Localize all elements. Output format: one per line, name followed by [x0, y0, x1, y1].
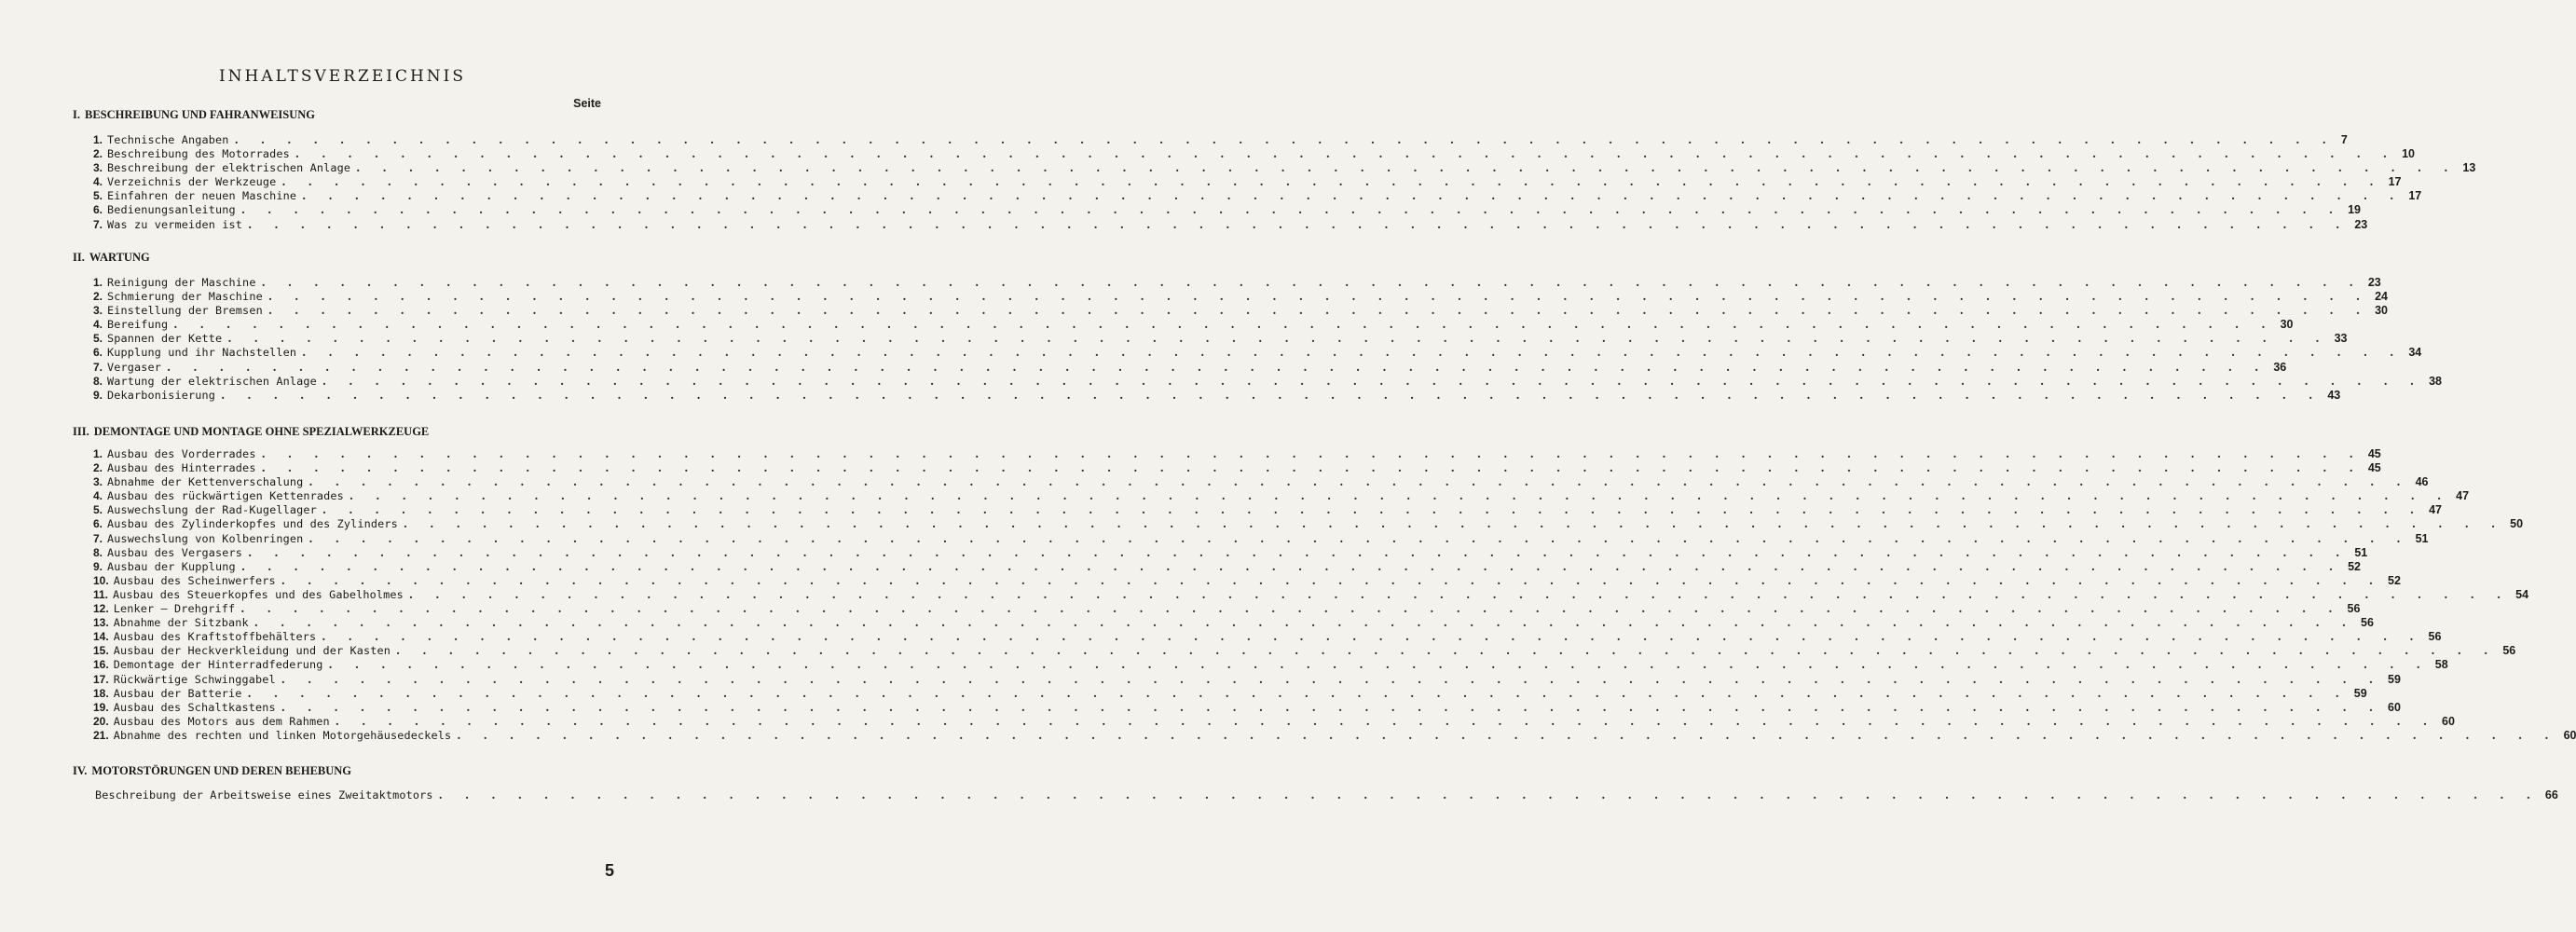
toc-entry [93, 203, 2361, 217]
entry-page-number: 47 [2456, 489, 2470, 503]
dot-leader: . . . . . . . . . . . . . . . . . . . . . . . . . . . . . . . . . . . . . . . . . . . . . . . . . . . . . . . . . . . . . . . . . . . . . . . . . . . . . . . . [335, 714, 2437, 728]
entry-number: 2. [93, 461, 103, 475]
toc-entry [93, 489, 2470, 503]
entry-page-number: 51 [2354, 545, 2368, 559]
toc-entry [93, 573, 2401, 588]
dot-leader: . . . . . . . . . . . . . . . . . . . . . . . . . . . . . . . . . . . . . . . . . . . . . . . . . . . . . . . . . . . . . . . . . . . . . . . . . . . . . . . . [234, 133, 2336, 146]
entry-title: Auswechslung der Rad-Kugellager [107, 503, 317, 517]
toc-entry [93, 447, 2381, 461]
entry-page-number: 60 [2388, 700, 2401, 714]
toc-entry [93, 276, 2381, 290]
entry-number: 2. [93, 290, 103, 304]
entry-page-number: 10 [2402, 147, 2416, 161]
entry-title: Bereifung [107, 318, 169, 332]
dot-leader: . . . . . . . . . . . . . . . . . . . . . . . . . . . . . . . . . . . . . . . . . . . . . . . . . . . . . . . . . . . . . . . . . . . . . . . . . . . . . . . . [308, 531, 2410, 545]
entry-number: 1. [93, 133, 103, 146]
dot-leader: . . . . . . . . . . . . . . . . . . . . . . . . . . . . . . . . . . . . . . . . . . . . . . . . . . . . . . . . . . . . . . . . . . . . . . . . . . . . . . . . [302, 346, 2404, 360]
toc-entry [93, 587, 2529, 602]
dot-leader: . . . . . . . . . . . . . . . . . . . . . . . . . . . . . . . . . . . . . . . . . . . . . . . . . . . . . . . . . . . . . . . . . . . . . . . . . . . . . . . . [281, 700, 2383, 714]
entry-page-number: 30 [2280, 318, 2294, 332]
dot-leader: . . . . . . . . . . . . . . . . . . . . . . . . . . . . . . . . . . . . . . . . . . . . . . . . . . . . . . . . . . . . . . . . . . . . . . . . . . . . . . . . [356, 161, 2458, 175]
dot-leader: . . . . . . . . . . . . . . . . . . . . . . . . . . . . . . . . . . . . . . . . . . . . . . . . . . . . . . . . . . . . . . . . . . . . . . . . . . . . . . . . [248, 545, 2350, 559]
entry-title: Ausbau des Zylinderkopfes und des Zylinders [107, 517, 398, 531]
section-roman: IV. [73, 764, 88, 777]
entry-page-number: 59 [2388, 672, 2401, 686]
entry-title: Bedienungsanleitung [107, 203, 236, 217]
toc-entry [93, 559, 2361, 574]
entry-title: Ausbau des Hinterrades [107, 461, 256, 475]
dot-leader: . . . . . . . . . . . . . . . . . . . . . . . . . . . . . . . . . . . . . . . . . . . . . . . . . . . . . . . . . . . . . . . . . . . . . . . . . . . . . . . . [438, 788, 2540, 802]
entry-page-number: 52 [2348, 559, 2361, 573]
dot-leader: . . . . . . . . . . . . . . . . . . . . . . . . . . . . . . . . . . . . . . . . . . . . . . . . . . . . . . . . . . . . . . . . . . . . . . . . . . . . . . . . [267, 290, 2370, 304]
entry-title: Beschreibung des Motorrades [107, 147, 290, 161]
entry-title: Auswechslung von Kolbenringen [107, 531, 304, 545]
toc-entry [93, 700, 2401, 715]
entry-title: Ausbau des Kraftstoffbehälters [113, 630, 317, 644]
entry-title: Ausbau des rückwärtigen Kettenrades [107, 489, 344, 503]
entry-page-number: 19 [2348, 203, 2361, 217]
section-roman: I. [73, 108, 80, 121]
entry-page-number: 60 [2563, 728, 2576, 742]
dot-leader: . . . . . . . . . . . . . . . . . . . . . . . . . . . . . . . . . . . . . . . . . . . . . . . . . . . . . . . . . . . . . . . . . . . . . . . . . . . . . . . . [457, 728, 2558, 742]
entry-number: 14. [93, 630, 109, 644]
toc-entry [93, 545, 2368, 560]
entry-number: 17. [93, 672, 109, 686]
entry-title: Kupplung und ihr Nachstellen [107, 346, 297, 360]
entry-title: Ausbau des Vorderrades [107, 447, 256, 460]
entry-number: 21. [93, 728, 109, 742]
entry-title: Abnahme der Sitzbank [113, 616, 249, 630]
entry-title: Vergaser [107, 360, 162, 374]
section-title: DEMONTAGE UND MONTAGE OHNE SPEZIALWERKZEUGE [93, 425, 430, 438]
dot-leader: . . . . . . . . . . . . . . . . . . . . . . . . . . . . . . . . . . . . . . . . . . . . . . . . . . . . . . . . . . . . . . . . . . . . . . . . . . . . . . . . [281, 672, 2383, 686]
entry-title: Demontage der Hinterradfederung [113, 658, 323, 672]
entry-number: 13. [93, 616, 109, 630]
entry-title: Abnahme der Kettenverschalung [107, 475, 304, 489]
entry-page-number: 50 [2510, 517, 2524, 531]
entry-number: 4. [93, 318, 103, 332]
toc-entry [93, 728, 2576, 743]
entry-title: Reinigung der Maschine [107, 276, 256, 289]
dot-leader: . . . . . . . . . . . . . . . . . . . . . . . . . . . . . . . . . . . . . . . . . . . . . . . . . . . . . . . . . . . . . . . . . . . . . . . . . . . . . . . . [248, 217, 2350, 231]
entry-title: Lenker — Drehgriff [113, 602, 236, 616]
dot-leader: . . . . . . . . . . . . . . . . . . . . . . . . . . . . . . . . . . . . . . . . . . . . . . . . . . . . . . . . . . . . . . . . . . . . . . . . . . . . . . . . [253, 616, 2355, 630]
dot-leader: . . . . . . . . . . . . . . . . . . . . . . . . . . . . . . . . . . . . . . . . . . . . . . . . . . . . . . . . . . . . . . . . . . . . . . . . . . . . . . . . [328, 658, 2430, 672]
entry-number: 20. [93, 714, 109, 728]
toc-entry [93, 290, 2388, 304]
section-title: BESCHREIBUNG UND FAHRANWEISUNG [85, 108, 316, 121]
entry-number: 4. [93, 489, 103, 503]
toc-entry [93, 461, 2381, 475]
toc-entry [93, 175, 2402, 189]
dot-leader: . . . . . . . . . . . . . . . . . . . . . . . . . . . . . . . . . . . . . . . . . . . . . . . . . . . . . . . . . . . . . . . . . . . . . . . . . . . . . . . . [173, 318, 2275, 332]
entry-page-number: 47 [2429, 503, 2443, 517]
entry-page-number: 45 [2367, 461, 2381, 475]
entry-number: 5. [93, 503, 103, 517]
toc-entry [93, 189, 2422, 203]
entry-number: 3. [93, 161, 103, 175]
entry-page-number: 23 [2367, 276, 2381, 289]
dot-leader: . . . . . . . . . . . . . . . . . . . . . . . . . . . . . . . . . . . . . . . . . . . . . . . . . . . . . . . . . . . . . . . . . . . . . . . . . . . . . . . . [240, 203, 2343, 217]
entry-number: 18. [93, 686, 109, 700]
toc-entry [93, 630, 2442, 644]
entry-title: Ausbau des Motors aus dem Rahmen [113, 714, 330, 728]
dot-leader: . . . . . . . . . . . . . . . . . . . . . . . . . . . . . . . . . . . . . . . . . . . . . . . . . . . . . . . . . . . . . . . . . . . . . . . . . . . . . . . . [281, 175, 2383, 189]
entry-title: Beschreibung der elektrischen Anlage [107, 161, 351, 175]
toc-entry [93, 602, 2361, 616]
toc-entry [93, 531, 2429, 546]
toc-entry [93, 388, 2341, 403]
entry-number: 6. [93, 517, 103, 531]
section-heading-1 [73, 108, 315, 122]
entry-number: 8. [93, 545, 103, 559]
entry-number: 6. [93, 203, 103, 217]
entry-number: 4. [93, 175, 103, 189]
entry-title: Rückwärtige Schwinggabel [113, 672, 276, 686]
entry-page-number: 59 [2353, 686, 2367, 700]
entry-number: 5. [93, 189, 103, 203]
entry-page-number: 17 [2388, 175, 2402, 189]
entry-number: 10. [93, 573, 109, 587]
toc-entry [95, 788, 2558, 802]
dot-leader: . . . . . . . . . . . . . . . . . . . . . . . . . . . . . . . . . . . . . . . . . . . . . . . . . . . . . . . . . . . . . . . . . . . . . . . . . . . . . . . . [261, 447, 2363, 460]
page-title: INHALTSVERZEICHNIS [218, 67, 467, 86]
entry-number: 15. [93, 644, 109, 658]
entry-number: 7. [93, 217, 103, 231]
dot-leader: . . . . . . . . . . . . . . . . . . . . . . . . . . . . . . . . . . . . . . . . . . . . . . . . . . . . . . . . . . . . . . . . . . . . . . . . . . . . . . . . [267, 304, 2370, 318]
entry-number: 1. [93, 276, 103, 289]
entry-title: Einstellung der Bremsen [107, 304, 263, 318]
entry-number: 16. [93, 658, 109, 672]
entry-page-number: 36 [2273, 360, 2287, 374]
entry-page-number: 24 [2375, 290, 2388, 304]
toc-entry [93, 346, 2422, 360]
dot-leader: . . . . . . . . . . . . . . . . . . . . . . . . . . . . . . . . . . . . . . . . . . . . . . . . . . . . . . . . . . . . . . . . . . . . . . . . . . . . . . . . [408, 587, 2511, 601]
dot-leader: . . . . . . . . . . . . . . . . . . . . . . . . . . . . . . . . . . . . . . . . . . . . . . . . . . . . . . . . . . . . . . . . . . . . . . . . . . . . . . . . [308, 475, 2410, 489]
entry-number: 3. [93, 304, 103, 318]
entry-page-number: 58 [2434, 658, 2448, 672]
entry-page-number: 56 [2502, 644, 2516, 658]
entry-title: Ausbau des Steuerkopfes und des Gabelholmes [113, 587, 404, 601]
section-2-entries [93, 276, 2443, 403]
dot-leader: . . . . . . . . . . . . . . . . . . . . . . . . . . . . . . . . . . . . . . . . . . . . . . . . . . . . . . . . . . . . . . . . . . . . . . . . . . . . . . . . [281, 573, 2383, 587]
page-column-heading: Seite [573, 97, 601, 110]
toc-entry [93, 332, 2348, 346]
dot-leader: . . . . . . . . . . . . . . . . . . . . . . . . . . . . . . . . . . . . . . . . . . . . . . . . . . . . . . . . . . . . . . . . . . . . . . . . . . . . . . . . [221, 388, 2323, 402]
entry-page-number: 30 [2375, 304, 2388, 318]
entry-page-number: 38 [2429, 374, 2443, 388]
section-roman: II. [73, 251, 85, 264]
toc-entry [93, 517, 2524, 531]
section-1-entries [93, 133, 2476, 232]
toc-entry [93, 304, 2388, 318]
dot-leader: . . . . . . . . . . . . . . . . . . . . . . . . . . . . . . . . . . . . . . . . . . . . . . . . . . . . . . . . . . . . . . . . . . . . . . . . . . . . . . . . [261, 461, 2363, 475]
toc-entry [93, 503, 2443, 517]
toc-entry [93, 360, 2287, 375]
dot-leader: . . . . . . . . . . . . . . . . . . . . . . . . . . . . . . . . . . . . . . . . . . . . . . . . . . . . . . . . . . . . . . . . . . . . . . . . . . . . . . . . [167, 360, 2268, 374]
entry-page-number: 56 [2428, 630, 2442, 644]
entry-title: Verzeichnis der Werkzeuge [107, 175, 277, 189]
entry-page-number: 43 [2327, 388, 2341, 402]
dot-leader: . . . . . . . . . . . . . . . . . . . . . . . . . . . . . . . . . . . . . . . . . . . . . . . . . . . . . . . . . . . . . . . . . . . . . . . . . . . . . . . . [295, 147, 2397, 161]
toc-entry [93, 318, 2294, 332]
entry-number: 12. [93, 602, 109, 616]
entry-title: Abnahme des rechten und linken Motorgehäusedeckels [113, 728, 452, 742]
entry-page-number: 17 [2408, 189, 2422, 203]
dot-leader: . . . . . . . . . . . . . . . . . . . . . . . . . . . . . . . . . . . . . . . . . . . . . . . . . . . . . . . . . . . . . . . . . . . . . . . . . . . . . . . . [322, 630, 2423, 644]
section-heading-2 [73, 251, 150, 265]
page-number: 5 [604, 861, 614, 880]
toc-entry [93, 658, 2448, 672]
entry-number: 7. [93, 531, 103, 545]
entry-title: Technische Angaben [107, 133, 229, 146]
entry-page-number: 33 [2334, 332, 2348, 346]
entry-page-number: 52 [2388, 573, 2401, 587]
entry-title: Ausbau der Heckverkleidung und der Kasten [113, 644, 391, 658]
entry-number: 8. [93, 374, 103, 388]
entry-page-number: 66 [2544, 788, 2558, 802]
entry-page-number: 56 [2347, 602, 2361, 616]
entry-page-number: 13 [2462, 161, 2476, 175]
entry-number: 9. [93, 388, 103, 402]
entry-number: 1. [93, 447, 103, 460]
section-3-entries [93, 447, 2576, 743]
entry-number: 7. [93, 360, 103, 374]
entry-page-number: 34 [2408, 346, 2422, 360]
dot-leader: . . . . . . . . . . . . . . . . . . . . . . . . . . . . . . . . . . . . . . . . . . . . . . . . . . . . . . . . . . . . . . . . . . . . . . . . . . . . . . . . [403, 517, 2505, 531]
section-heading-3 [73, 425, 429, 439]
entry-number: 11. [93, 587, 109, 601]
entry-number: 5. [93, 332, 103, 346]
section-4-entries [95, 788, 2558, 802]
dot-leader: . . . . . . . . . . . . . . . . . . . . . . . . . . . . . . . . . . . . . . . . . . . . . . . . . . . . . . . . . . . . . . . . . . . . . . . . . . . . . . . . [240, 602, 2342, 616]
toc-entry [93, 475, 2429, 489]
entry-number: 19. [93, 700, 109, 714]
dot-leader: . . . . . . . . . . . . . . . . . . . . . . . . . . . . . . . . . . . . . . . . . . . . . . . . . . . . . . . . . . . . . . . . . . . . . . . . . . . . . . . . [322, 374, 2424, 388]
dot-leader: . . . . . . . . . . . . . . . . . . . . . . . . . . . . . . . . . . . . . . . . . . . . . . . . . . . . . . . . . . . . . . . . . . . . . . . . . . . . . . . . [322, 503, 2424, 517]
entry-title: Ausbau des Vergasers [107, 545, 243, 559]
entry-page-number: 56 [2361, 616, 2374, 630]
section-title: WARTUNG [89, 251, 150, 264]
entry-title: Wartung der elektrischen Anlage [107, 374, 317, 388]
section-heading-4 [73, 764, 351, 778]
entry-number: 3. [93, 475, 103, 489]
toc-entry [93, 147, 2416, 161]
dot-leader: . . . . . . . . . . . . . . . . . . . . . . . . . . . . . . . . . . . . . . . . . . . . . . . . . . . . . . . . . . . . . . . . . . . . . . . . . . . . . . . . [240, 559, 2343, 573]
toc-entry [93, 644, 2516, 658]
section-title: MOTORSTÖRUNGEN UND DEREN BEHEBUNG [91, 764, 352, 777]
entry-number: 9. [93, 559, 103, 573]
section-roman: III. [73, 425, 89, 438]
entry-page-number: 7 [2340, 133, 2348, 146]
entry-page-number: 51 [2415, 531, 2429, 545]
toc-entry [93, 616, 2374, 630]
toc-entry [93, 217, 2368, 232]
entry-title: Dekarbonisierung [107, 388, 216, 402]
entry-title: Ausbau der Batterie [113, 686, 242, 700]
dot-leader: . . . . . . . . . . . . . . . . . . . . . . . . . . . . . . . . . . . . . . . . . . . . . . . . . . . . . . . . . . . . . . . . . . . . . . . . . . . . . . . . [261, 276, 2363, 289]
dot-leader: . . . . . . . . . . . . . . . . . . . . . . . . . . . . . . . . . . . . . . . . . . . . . . . . . . . . . . . . . . . . . . . . . . . . . . . . . . . . . . . . [396, 644, 2498, 658]
toc-entry [93, 161, 2476, 175]
toc-entry [93, 686, 2367, 701]
entry-title: Beschreibung der Arbeitsweise eines Zweitaktmotors [95, 788, 433, 802]
entry-title: Einfahren der neuen Maschine [107, 189, 297, 203]
entry-number: 6. [93, 346, 103, 360]
entry-page-number: 54 [2515, 587, 2529, 601]
toc-entry [93, 133, 2348, 147]
entry-title: Ausbau des Scheinwerfers [113, 573, 276, 587]
entry-title: Schmierung der Maschine [107, 290, 263, 304]
entry-title: Ausbau der Kupplung [107, 559, 236, 573]
entry-page-number: 60 [2442, 714, 2455, 728]
entry-page-number: 23 [2354, 217, 2368, 231]
dot-leader: . . . . . . . . . . . . . . . . . . . . . . . . . . . . . . . . . . . . . . . . . . . . . . . . . . . . . . . . . . . . . . . . . . . . . . . . . . . . . . . . [247, 686, 2349, 700]
dot-leader: . . . . . . . . . . . . . . . . . . . . . . . . . . . . . . . . . . . . . . . . . . . . . . . . . . . . . . . . . . . . . . . . . . . . . . . . . . . . . . . . [302, 189, 2404, 203]
dot-leader: . . . . . . . . . . . . . . . . . . . . . . . . . . . . . . . . . . . . . . . . . . . . . . . . . . . . . . . . . . . . . . . . . . . . . . . . . . . . . . . . [227, 332, 2329, 346]
entry-title: Was zu vermeiden ist [107, 217, 243, 231]
entry-title: Spannen der Kette [107, 332, 223, 346]
entry-page-number: 46 [2415, 475, 2429, 489]
entry-number: 2. [93, 147, 103, 161]
toc-entry [93, 714, 2455, 729]
dot-leader: . . . . . . . . . . . . . . . . . . . . . . . . . . . . . . . . . . . . . . . . . . . . . . . . . . . . . . . . . . . . . . . . . . . . . . . . . . . . . . . . [349, 489, 2451, 503]
entry-title: Ausbau des Schaltkastens [113, 700, 276, 714]
entry-page-number: 45 [2367, 447, 2381, 460]
toc-entry [93, 374, 2443, 389]
toc-entry [93, 672, 2401, 687]
